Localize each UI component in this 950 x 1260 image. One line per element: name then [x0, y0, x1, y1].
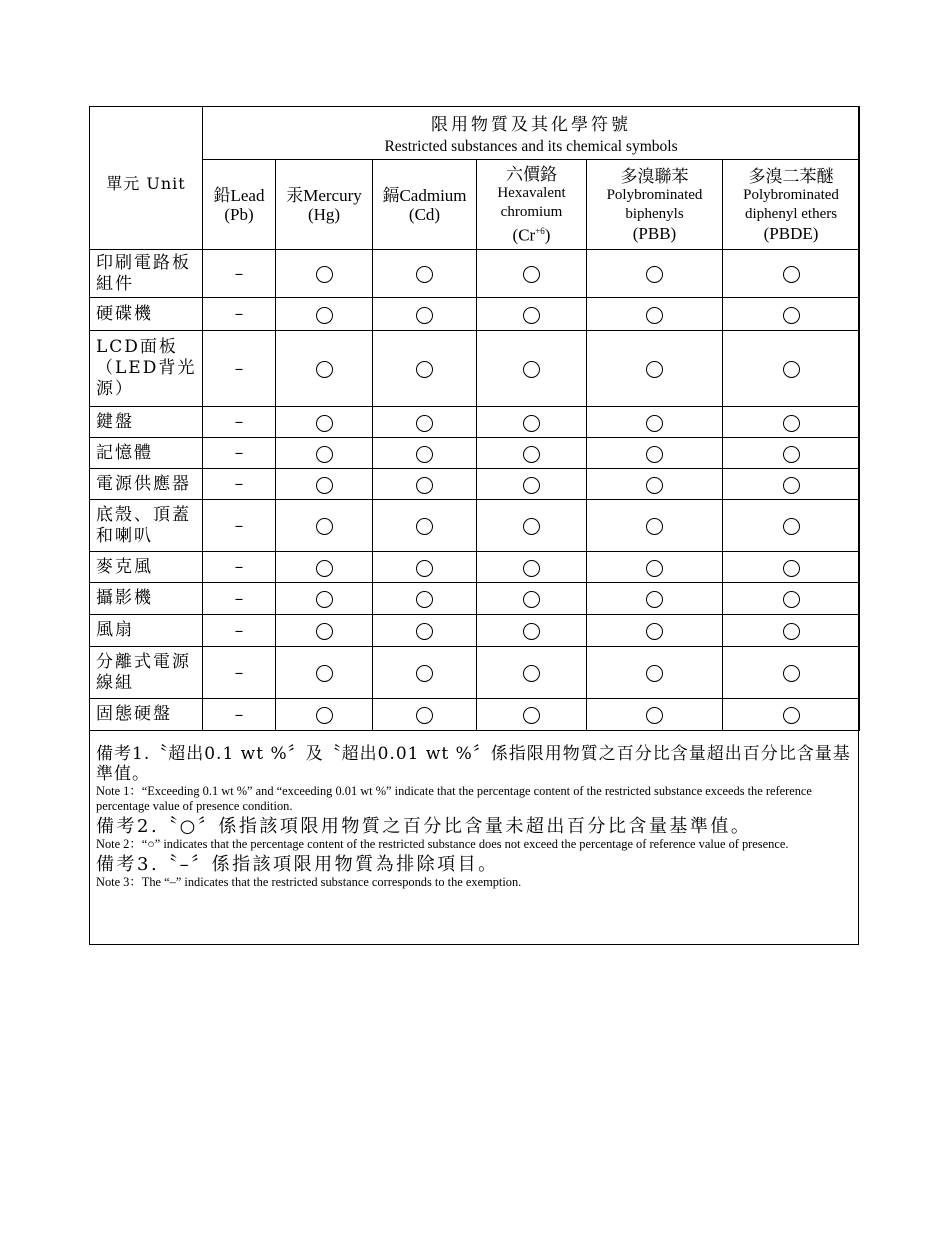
circle-icon: [646, 477, 663, 494]
circle-icon: [416, 266, 433, 283]
substance-text: chromium: [500, 203, 563, 220]
status-cell: [587, 699, 723, 731]
status-cell: [373, 407, 477, 438]
circle-icon: [523, 307, 540, 324]
status-cell: [723, 298, 860, 331]
circle-icon: [523, 665, 540, 682]
status-cell: [276, 552, 373, 583]
circle-icon: [523, 477, 540, 494]
substance-header-4: [587, 160, 723, 250]
circle-icon: [783, 361, 800, 378]
circle-icon: [316, 266, 333, 283]
circle-icon: [523, 623, 540, 640]
status-cell: [373, 583, 477, 615]
table-title: [203, 107, 860, 160]
circle-icon: [783, 477, 800, 494]
circle-icon: [416, 307, 433, 324]
circle-icon: [416, 415, 433, 432]
circle-icon: [783, 446, 800, 463]
table-row: [90, 469, 860, 500]
circle-icon: [416, 665, 433, 682]
status-cell: [587, 469, 723, 500]
substance-text: Polybrominated: [743, 186, 839, 203]
status-cell: [723, 615, 860, 647]
substance-text: 汞Mercury: [286, 185, 362, 205]
circle-icon: [646, 665, 663, 682]
component-label: 電源供應器: [90, 469, 203, 500]
substance-text: (Hg): [307, 204, 341, 224]
circle-icon: [316, 361, 333, 378]
status-cell: [203, 407, 276, 438]
status-cell: [373, 615, 477, 647]
circle-icon: [783, 266, 800, 283]
dash-symbol: –: [234, 662, 244, 683]
status-cell: [477, 699, 587, 731]
table-row: [90, 298, 860, 331]
status-cell: [373, 438, 477, 469]
substance-header-2: [373, 160, 477, 250]
status-cell: [203, 583, 276, 615]
status-cell: [587, 647, 723, 699]
status-cell: [477, 438, 587, 469]
circle-icon: [416, 707, 433, 724]
status-cell: [587, 552, 723, 583]
status-cell: [723, 250, 860, 298]
status-cell: [477, 615, 587, 647]
status-cell: [373, 331, 477, 407]
status-cell: [276, 407, 373, 438]
circle-icon: [523, 560, 540, 577]
status-cell: [477, 469, 587, 500]
status-cell: [723, 647, 860, 699]
substance-text: 鉛Lead: [213, 185, 265, 205]
substance-text: Hexavalent: [497, 184, 566, 201]
component-label: 底殼、頂蓋和喇叭: [90, 500, 203, 552]
table-row: [90, 250, 860, 298]
status-cell: [373, 298, 477, 331]
status-cell: [373, 647, 477, 699]
circle-icon: [416, 518, 433, 535]
circle-icon: [783, 415, 800, 432]
table-row: [90, 647, 860, 699]
component-label: 麥克風: [90, 552, 203, 583]
circle-icon: [416, 477, 433, 494]
symbol-text: ): [544, 225, 551, 245]
note2-zh: 備考2.〝○〞係指該項限用物質之百分比含量未超出百分比含量基準值。: [96, 816, 752, 837]
circle-icon: [646, 307, 663, 324]
status-cell: [373, 250, 477, 298]
substance-text: Polybrominated: [606, 186, 703, 203]
status-cell: [723, 552, 860, 583]
status-cell: [203, 250, 276, 298]
substance-text: (Cd): [408, 204, 441, 224]
status-cell: [477, 250, 587, 298]
status-cell: [477, 583, 587, 615]
circle-icon: [783, 707, 800, 724]
status-cell: [723, 331, 860, 407]
table-row: [90, 583, 860, 615]
status-cell: [587, 250, 723, 298]
substance-symbol: [723, 224, 859, 243]
component-label: 記憶體: [90, 438, 203, 469]
symbol-text: (PBDE): [763, 223, 819, 243]
status-cell: [203, 552, 276, 583]
status-cell: [587, 438, 723, 469]
restricted-substances-table: [89, 106, 860, 731]
status-cell: [276, 583, 373, 615]
status-cell: [203, 615, 276, 647]
status-cell: [203, 469, 276, 500]
circle-icon: [316, 446, 333, 463]
status-cell: [373, 469, 477, 500]
status-cell: [723, 583, 860, 615]
circle-icon: [646, 446, 663, 463]
table-row: [90, 699, 860, 731]
notes-section: [96, 744, 852, 893]
symbol-text: (Cr: [512, 225, 536, 245]
circle-icon: [646, 361, 663, 378]
status-cell: [587, 615, 723, 647]
circle-icon: [416, 591, 433, 608]
dash-symbol: –: [234, 620, 244, 641]
dash-symbol: –: [234, 557, 244, 577]
circle-icon: [783, 518, 800, 535]
status-cell: [477, 407, 587, 438]
status-cell: [587, 407, 723, 438]
substance-text: 鎘Cadmium: [382, 185, 467, 205]
title-zh: 限用物質及其化學符號: [431, 115, 632, 135]
table-row: [90, 438, 860, 469]
component-label: 風扇: [90, 615, 203, 647]
substance-symbol: [587, 224, 722, 243]
note1-en: Note 1：“Exceeding 0.1 wt %” and “exceeding 0.01 wt %” indicate that the percentage content of the restricted substance exceeds the reference percentage value of presence condition.: [96, 784, 812, 813]
component-label: 硬碟機: [90, 298, 203, 331]
status-cell: [373, 699, 477, 731]
circle-icon: [646, 266, 663, 283]
component-label: 固態硬盤: [90, 699, 203, 731]
status-cell: [276, 331, 373, 407]
circle-icon: [646, 560, 663, 577]
circle-icon: [316, 307, 333, 324]
circle-icon: [646, 591, 663, 608]
circle-icon: [783, 623, 800, 640]
note2-en: Note 2：“○” indicates that the percentage content of the restricted substance does not exceed the percentage of reference value of presence.: [96, 837, 789, 851]
status-cell: [723, 438, 860, 469]
status-cell: [203, 647, 276, 699]
circle-icon: [416, 361, 433, 378]
status-cell: [276, 647, 373, 699]
table-row: [90, 407, 860, 438]
circle-icon: [316, 477, 333, 494]
status-cell: [203, 298, 276, 331]
status-cell: [276, 469, 373, 500]
status-cell: [587, 500, 723, 552]
dash-symbol: –: [234, 358, 244, 379]
dash-symbol: –: [234, 412, 244, 432]
status-cell: [723, 699, 860, 731]
status-cell: [723, 469, 860, 500]
table-row: [90, 552, 860, 583]
status-cell: [477, 552, 587, 583]
circle-icon: [783, 591, 800, 608]
substance-text: 多溴聯苯: [620, 166, 689, 186]
component-label: LCD面板（LED背光源）: [90, 331, 203, 407]
status-cell: [276, 615, 373, 647]
status-cell: [477, 647, 587, 699]
status-cell: [477, 500, 587, 552]
circle-icon: [783, 665, 800, 682]
circle-icon: [316, 707, 333, 724]
dash-symbol: –: [234, 304, 244, 324]
substance-header-5: [723, 160, 860, 250]
component-label: 攝影機: [90, 583, 203, 615]
dash-symbol: –: [234, 515, 244, 536]
circle-icon: [646, 415, 663, 432]
substance-header-row: [90, 160, 860, 250]
substance-text: diphenyl ethers: [745, 205, 838, 222]
title-en: Restricted substances and its chemical symbols: [384, 138, 678, 155]
status-cell: [276, 500, 373, 552]
circle-icon: [316, 415, 333, 432]
dash-symbol: –: [234, 474, 244, 494]
status-cell: [203, 438, 276, 469]
circle-icon: [316, 560, 333, 577]
status-cell: [477, 298, 587, 331]
circle-icon: [316, 518, 333, 535]
status-cell: [276, 250, 373, 298]
status-cell: [276, 298, 373, 331]
substance-text: biphenyls: [625, 205, 684, 222]
component-label: 分離式電源線組: [90, 647, 203, 699]
circle-icon: [523, 415, 540, 432]
status-cell: [587, 583, 723, 615]
circle-icon: [523, 707, 540, 724]
circle-icon: [416, 446, 433, 463]
circle-icon: [316, 623, 333, 640]
circle-icon: [523, 446, 540, 463]
dash-symbol: –: [234, 704, 244, 725]
circle-icon: [416, 623, 433, 640]
note3-en: Note 3：The “–” indicates that the restricted substance corresponds to the exemption.: [96, 875, 522, 889]
substance-header-3: [477, 160, 587, 250]
circle-icon: [523, 361, 540, 378]
circle-icon: [316, 665, 333, 682]
dash-symbol: –: [234, 588, 244, 609]
status-cell: [373, 552, 477, 583]
status-cell: [203, 331, 276, 407]
status-cell: [276, 438, 373, 469]
status-cell: [276, 699, 373, 731]
status-cell: [723, 500, 860, 552]
substance-symbol: [477, 222, 586, 245]
substance-header-0: [203, 160, 276, 250]
status-cell: [723, 407, 860, 438]
circle-icon: [523, 266, 540, 283]
dash-symbol: –: [234, 263, 244, 284]
table-row: [90, 615, 860, 647]
status-cell: [477, 331, 587, 407]
circle-icon: [416, 560, 433, 577]
status-cell: [373, 500, 477, 552]
circle-icon: [523, 518, 540, 535]
circle-icon: [783, 560, 800, 577]
symbol-superscript: +6: [535, 225, 545, 236]
circle-icon: [316, 591, 333, 608]
table-row: [90, 500, 860, 552]
dash-symbol: –: [234, 443, 244, 463]
component-label: 印刷電路板組件: [90, 250, 203, 298]
component-label: 鍵盤: [90, 407, 203, 438]
substance-text: 多溴二苯醚: [748, 166, 834, 186]
table-body: [90, 250, 860, 731]
substance-header-1: [276, 160, 373, 250]
rohs-declaration: [89, 106, 859, 945]
status-cell: [587, 298, 723, 331]
unit-header: 單元 Unit: [90, 107, 203, 250]
circle-icon: [523, 591, 540, 608]
substance-text: 六價鉻: [506, 164, 557, 184]
circle-icon: [783, 307, 800, 324]
note3-zh: 備考3.〝–〞係指該項限用物質為排除項目。: [96, 854, 499, 875]
table-row: [90, 331, 860, 407]
symbol-text: (PBB): [632, 223, 677, 243]
circle-icon: [646, 707, 663, 724]
note1-zh: 備考1.〝超出0.1 wt %〞及〝超出0.01 wt %〞係指限用物質之百分比含量超出百分比含量基準值。: [96, 744, 851, 784]
status-cell: [203, 699, 276, 731]
circle-icon: [646, 623, 663, 640]
status-cell: [587, 331, 723, 407]
substance-text: (Pb): [224, 204, 254, 224]
status-cell: [203, 500, 276, 552]
circle-icon: [646, 518, 663, 535]
